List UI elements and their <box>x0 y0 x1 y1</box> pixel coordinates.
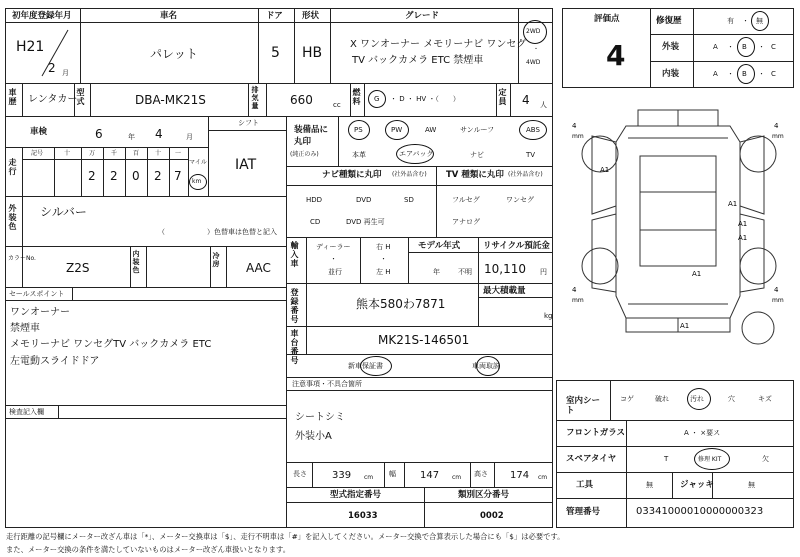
color-no: Z2S <box>66 261 90 275</box>
unit-2: 万 <box>89 150 96 157</box>
first-reg-month: 2 <box>48 61 56 75</box>
fuel-other: ・ D ・ HV ・（ ） <box>390 95 460 103</box>
max-load-unit: kg <box>544 312 553 320</box>
import-dot-2: ・ <box>380 255 387 263</box>
jack-label: ジャッキ <box>680 480 714 490</box>
navi-type-small: (社外品含む) <box>392 171 427 178</box>
rating-label: 評価点 <box>594 14 620 24</box>
spare-t: T <box>664 455 669 463</box>
import-lh: 左 H <box>376 268 391 276</box>
tv-type-label: TV 種類に丸印 <box>446 170 504 180</box>
ext-grade-c: C <box>771 43 776 51</box>
car-name-label: 車名 <box>160 11 178 21</box>
drive-4wd: 4WD <box>526 59 541 66</box>
windshield-value: A ・ ×要ス <box>684 429 721 437</box>
sales-point-label: セールスポイント <box>9 290 65 298</box>
footer-note-2: また、メーター交換の条件を満たしていないものはメーター改ざん車扱いとなります。 <box>6 545 290 554</box>
width-label: 幅 <box>389 470 396 478</box>
ext-grade-a: A <box>713 43 718 51</box>
month-unit: 月 <box>62 69 69 77</box>
shift-value: IAT <box>235 157 257 173</box>
seat-stain: 汚れ <box>690 395 704 403</box>
damage-mark-5: A1 <box>692 270 702 278</box>
aircon-value: AAC <box>246 261 271 275</box>
equip-airbag: エアバック <box>399 150 434 158</box>
damage-mark-4: A1 <box>738 234 748 242</box>
aircon-label: 冷房 <box>212 252 220 268</box>
car-name: パレット <box>150 47 198 61</box>
tire-rr-unit: mm <box>772 297 784 304</box>
equipment-label-3: (純正のみ) <box>290 151 319 158</box>
chassis-value: MK21S-146501 <box>378 333 470 347</box>
footer-note-1: 走行距離の記号欄にメーター改ざん車は「*」、メーター交換車は「$」、走行不明車は「#」を記入してください。メーター交換で合算表示した場合にも「$」は必要です。 <box>6 532 565 541</box>
max-load-label: 最大積載量 <box>483 286 526 296</box>
drive-2wd: 2WD <box>526 28 541 35</box>
seat-scratch: キズ <box>758 395 772 403</box>
length-unit: cm <box>364 474 374 481</box>
damage-mark-3: A1 <box>738 220 748 228</box>
class-label: 類別区分番号 <box>458 490 510 500</box>
model-year-unit: 年 <box>433 268 440 276</box>
tools-label: 工具 <box>576 480 594 490</box>
sales-line-2: 禁煙車 <box>10 323 40 334</box>
repair-sep: ・ <box>742 17 749 25</box>
int-grade-b: B <box>742 70 747 78</box>
unit-6: 一 <box>175 150 182 157</box>
recycle-yen: 円 <box>540 268 547 276</box>
equipment-label-1: 装備品に <box>294 125 329 135</box>
chassis-label: 車台番号 <box>290 329 299 365</box>
tire-fr-unit: mm <box>772 133 784 140</box>
note-line-1: シートシミ <box>295 412 345 423</box>
tire-rl-unit: mm <box>572 297 584 304</box>
class-value: 0002 <box>480 511 504 521</box>
navi-dvd: DVD <box>356 196 372 204</box>
fuel-gasoline: G <box>374 95 380 103</box>
unit-4: 百 <box>133 150 140 157</box>
width-unit: cm <box>452 474 462 481</box>
mileage-sign-label: 記号 <box>31 150 44 157</box>
length-value: 339 <box>332 470 352 481</box>
repair-no: 無 <box>756 17 763 25</box>
navi-hdd: HDD <box>306 196 323 204</box>
unit-5: 十 <box>155 150 162 157</box>
import-label: 輸入車 <box>290 241 299 268</box>
model-label: 型式 <box>76 88 85 106</box>
spare-tire-label: スペアタイヤ <box>566 454 617 464</box>
fuel-label: 燃料 <box>352 88 361 106</box>
capacity-unit: 人 <box>540 101 547 109</box>
exterior-label: 外装 <box>662 42 680 52</box>
displacement-label: 排気量 <box>251 86 259 110</box>
inspection-month: 4 <box>155 127 163 141</box>
recycle-value: 10,110 <box>484 262 526 276</box>
tools-value: 無 <box>646 481 653 489</box>
tire-fl-value: 4 <box>572 122 577 130</box>
import-parallel: 並行 <box>328 268 342 276</box>
check-entry-label: 検査記入欄 <box>9 408 44 416</box>
height-value: 174 <box>510 470 530 481</box>
int-dot-1: ・ <box>727 70 734 78</box>
height-unit: cm <box>538 474 548 481</box>
unit-3: 千 <box>111 150 118 157</box>
interior-label: 内装 <box>662 69 680 79</box>
seat-tear: 破れ <box>655 395 669 403</box>
repair-yes: 有 <box>727 17 734 25</box>
seat-hole: 穴 <box>728 395 735 403</box>
mileage-digit-5: 7 <box>174 169 182 183</box>
navi-sd: SD <box>404 196 414 204</box>
equip-leather: 本革 <box>352 151 366 159</box>
vehicle-manual: 車両取説 <box>472 362 500 370</box>
shift-label: シフト <box>238 119 259 127</box>
ext-grade-b: B <box>742 43 747 51</box>
height-label: 高さ <box>474 470 488 478</box>
equip-aw: AW <box>425 126 437 134</box>
tv-analog: アナログ <box>452 218 480 226</box>
seat-label: 室内シート <box>566 396 601 417</box>
displacement-unit: cc <box>333 101 341 109</box>
equip-sunroof: サンルーフ <box>460 126 495 134</box>
mileage-digit-1: 2 <box>88 169 96 183</box>
model-value: DBA-MK21S <box>135 93 206 107</box>
width-value: 147 <box>420 470 440 481</box>
ext-dot-2: ・ <box>758 43 765 51</box>
usage-label: 車歴 <box>8 88 17 106</box>
mileage-digit-4: 2 <box>154 169 162 183</box>
inspection-label: 車検 <box>30 127 48 137</box>
grade-label: グレード <box>405 11 440 21</box>
type-cert-label: 型式指定番号 <box>330 490 382 500</box>
mgmt-label: 管理番号 <box>566 507 601 517</box>
first-reg-year: H21 <box>16 39 45 55</box>
import-rh: 右 H <box>376 243 391 251</box>
tire-fr-value: 4 <box>774 122 779 130</box>
tire-rl-value: 4 <box>572 286 577 294</box>
displacement-value: 660 <box>290 93 313 107</box>
tv-type-small: (社外品含む) <box>508 171 543 178</box>
grade-line-2: TV バックカメラ ETC 禁煙車 <box>352 55 484 66</box>
int-dot-2: ・ <box>758 70 765 78</box>
tire-fl-unit: mm <box>572 133 584 140</box>
color-label: 外装色 <box>8 204 17 231</box>
type-cert-value: 16033 <box>348 511 378 521</box>
equip-tv: TV <box>526 151 536 159</box>
spare-none: 欠 <box>762 455 769 463</box>
damage-mark-2: A1 <box>728 200 738 208</box>
navi-type-label: ナビ種類に丸印 <box>322 170 382 180</box>
usage-value: レンタカー <box>28 94 78 105</box>
seat-burn: コゲ <box>620 395 634 403</box>
inspection-year: 6 <box>95 127 103 141</box>
navi-cd: CD <box>310 218 321 226</box>
length-label: 長さ <box>293 470 307 478</box>
model-year-unknown: 不明 <box>458 268 472 276</box>
damage-mark-6: A1 <box>680 322 690 330</box>
sales-line-1: ワンオーナー <box>10 307 70 318</box>
mgmt-value: 03341000010000000323 <box>636 506 764 517</box>
inspection-year-unit: 年 <box>128 133 135 141</box>
windshield-label: フロントガラス <box>566 428 625 438</box>
sales-line-4: 左電動スライドドア <box>10 356 100 367</box>
km-label: km <box>192 178 202 185</box>
equip-pw: PW <box>391 126 403 134</box>
spare-kit: 修理 KIT <box>698 456 722 463</box>
interior-color-label: 内装色 <box>132 250 140 274</box>
int-grade-c: C <box>771 70 776 78</box>
navi-dvd-play: DVD 再生可 <box>346 218 385 226</box>
unit-1: 十 <box>64 150 71 157</box>
int-grade-a: A <box>713 70 718 78</box>
equip-navi: ナビ <box>470 151 484 159</box>
mileage-digit-2: 2 <box>110 169 118 183</box>
door-label: ドア <box>266 11 283 21</box>
shape-label: 形状 <box>302 11 320 21</box>
equipment-label-2: 丸印 <box>294 137 312 147</box>
capacity-label: 定員 <box>498 88 507 106</box>
registration-value: 熊本580わ7871 <box>356 297 446 311</box>
color-no-label: カラーNo. <box>8 255 36 262</box>
color-note: （ ）色替車は色替と記入 <box>158 228 277 236</box>
recycle-label: リサイクル預託金 <box>483 241 550 251</box>
jack-value: 無 <box>748 481 755 489</box>
repair-history-label: 修復歴 <box>656 16 682 26</box>
registration-label: 登録番号 <box>290 288 299 324</box>
equip-abs: ABS <box>526 126 540 134</box>
color-value: シルバー <box>40 205 87 219</box>
import-dealer: ディーラー <box>316 243 351 251</box>
tv-fullseg: フルセグ <box>452 196 480 204</box>
door-count: 5 <box>271 45 280 61</box>
grade-line-1: X ワンオーナー メモリーナビ ワンセグ <box>350 39 527 50</box>
drive-dot: ・ <box>533 46 540 53</box>
car-damage-diagram <box>562 96 794 376</box>
inspection-month-unit: 月 <box>186 133 193 141</box>
body-shape: HB <box>302 45 323 61</box>
note-line-2: 外装小A <box>295 431 332 442</box>
mileage-digit-3: 0 <box>132 169 140 183</box>
capacity-value: 4 <box>522 93 530 107</box>
sales-line-3: メモリーナビ ワンセグTV バックカメラ ETC <box>10 339 212 350</box>
first-reg-label: 初年度登録年月 <box>12 11 72 21</box>
model-year-label: モデル年式 <box>418 241 461 251</box>
new-warranty: 新車保証書 <box>348 362 383 370</box>
damage-mark-1: A1 <box>600 166 610 174</box>
tire-rr-value: 4 <box>774 286 779 294</box>
mile-label: マイル <box>189 159 207 166</box>
ext-dot-1: ・ <box>727 43 734 51</box>
rating-score: 4 <box>606 39 626 72</box>
equip-ps: PS <box>354 126 363 134</box>
mileage-label: 走行 <box>8 158 17 176</box>
notes-label: 注意事項・不具合箇所 <box>292 380 362 388</box>
tv-oneseg: ワンセグ <box>506 196 534 204</box>
import-dot: ・ <box>330 255 337 263</box>
